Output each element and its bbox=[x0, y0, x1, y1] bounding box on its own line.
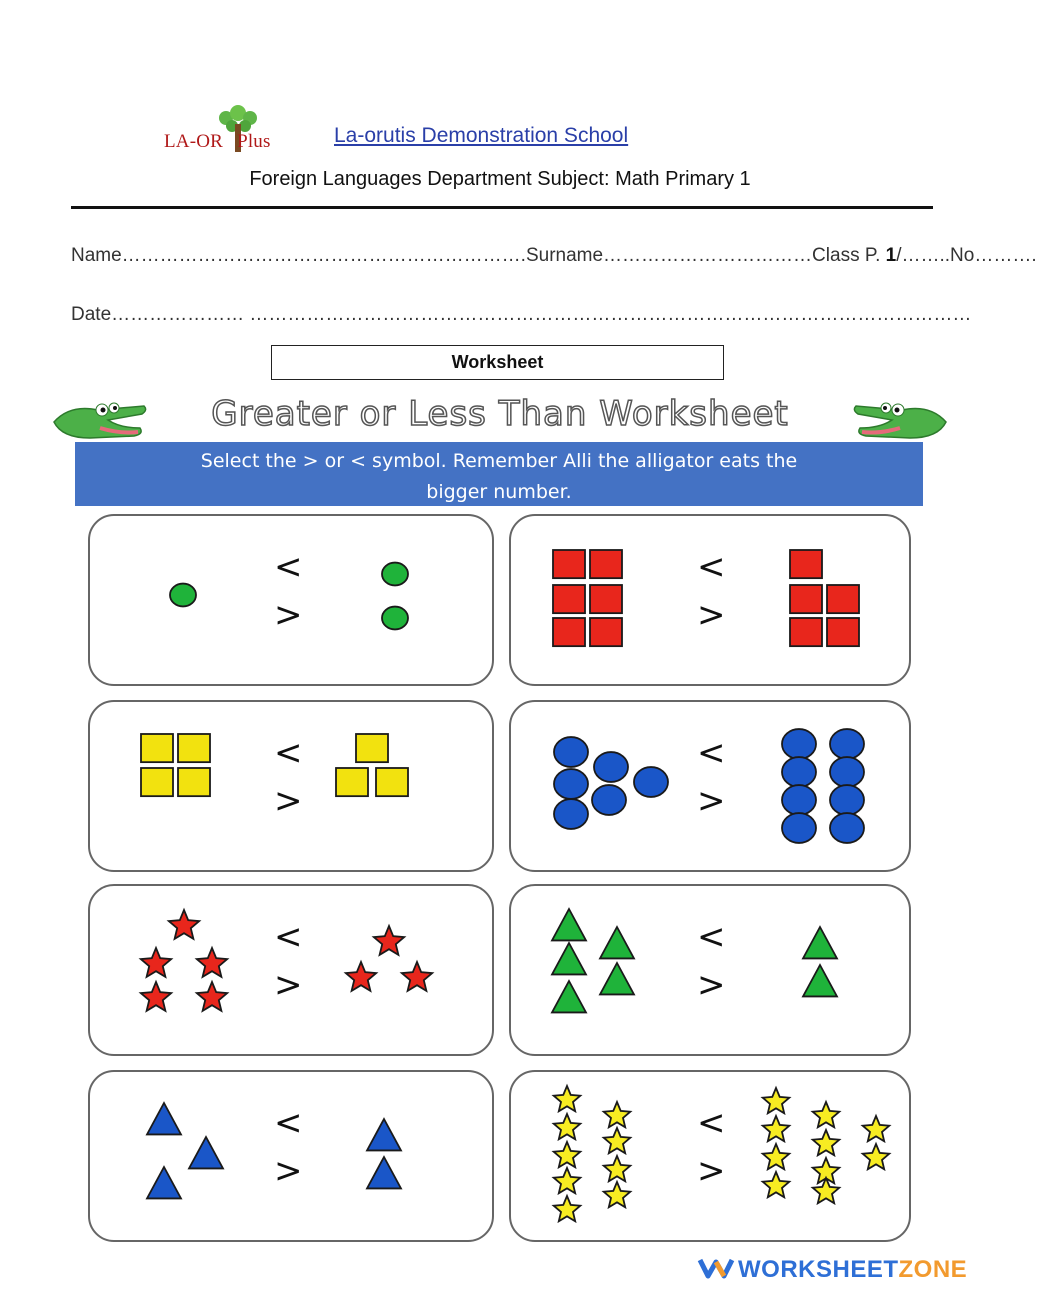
right-square-icon bbox=[790, 618, 822, 646]
problem-card bbox=[509, 700, 911, 872]
less-than-option[interactable]: < bbox=[697, 1103, 726, 1143]
problem-card bbox=[509, 1070, 911, 1242]
left-circle-icon bbox=[554, 737, 588, 767]
problem-card bbox=[509, 884, 911, 1056]
left-square-icon bbox=[553, 618, 585, 646]
left-triangle-icon bbox=[147, 1167, 181, 1198]
less-than-option[interactable]: < bbox=[697, 917, 726, 957]
left-square-icon bbox=[178, 768, 210, 796]
left-circle-icon bbox=[554, 799, 588, 829]
left-circle-icon bbox=[592, 785, 626, 815]
right-star-icon bbox=[346, 962, 376, 991]
left-square-icon bbox=[590, 550, 622, 578]
right-triangle-icon bbox=[367, 1157, 401, 1188]
left-star-icon bbox=[169, 910, 199, 939]
right-circle-icon bbox=[382, 607, 408, 630]
less-than-option[interactable]: < bbox=[274, 733, 303, 773]
right-star-icon bbox=[763, 1172, 790, 1197]
date-line: Date………………… …………………………………………………………………………………………………… bbox=[71, 304, 972, 325]
right-circle-icon bbox=[830, 813, 864, 843]
left-square-icon bbox=[178, 734, 210, 762]
left-star-icon bbox=[604, 1182, 631, 1207]
left-star-icon bbox=[604, 1128, 631, 1153]
right-star-icon bbox=[813, 1130, 840, 1155]
instruction-banner bbox=[75, 442, 923, 506]
left-circle-icon bbox=[554, 769, 588, 799]
left-star-icon bbox=[141, 948, 171, 977]
right-square-icon bbox=[790, 585, 822, 613]
name-line: Name……………………………………………………….Surname……………………………Class P. 1/……..No………. bbox=[71, 245, 1037, 266]
right-circle-icon bbox=[830, 785, 864, 815]
instruction-line-1: Select the > or < symbol. Remember Alli the alligator eats the bbox=[200, 450, 798, 472]
problem-card bbox=[88, 700, 494, 872]
greater-than-option[interactable]: > bbox=[697, 595, 726, 635]
left-square-icon bbox=[141, 734, 173, 762]
left-square-icon bbox=[590, 618, 622, 646]
left-triangle-icon bbox=[552, 981, 586, 1012]
greater-than-option[interactable]: > bbox=[274, 965, 303, 1005]
left-triangle-icon bbox=[552, 943, 586, 974]
left-square-icon bbox=[553, 550, 585, 578]
worksheetzone-brand: WORKSHEETZONE bbox=[698, 1256, 967, 1284]
right-star-icon bbox=[763, 1116, 790, 1141]
right-circle-icon bbox=[830, 729, 864, 759]
left-square-icon bbox=[141, 768, 173, 796]
right-square-icon bbox=[827, 585, 859, 613]
right-square-icon bbox=[790, 550, 822, 578]
left-star-icon bbox=[197, 982, 227, 1011]
less-than-option[interactable]: < bbox=[274, 1103, 303, 1143]
left-triangle-icon bbox=[600, 927, 634, 958]
left-square-icon bbox=[590, 585, 622, 613]
right-star-icon bbox=[863, 1116, 890, 1141]
instruction-line-2: bigger number. bbox=[426, 481, 572, 503]
right-square-icon bbox=[376, 768, 408, 796]
right-circle-icon bbox=[782, 813, 816, 843]
left-triangle-icon bbox=[600, 963, 634, 994]
school-name-link[interactable]: La-orutis Demonstration School bbox=[334, 124, 629, 147]
less-than-option[interactable]: < bbox=[274, 547, 303, 587]
right-circle-icon bbox=[782, 729, 816, 759]
left-star-icon bbox=[604, 1156, 631, 1181]
left-triangle-icon bbox=[189, 1137, 223, 1168]
left-square-icon bbox=[553, 585, 585, 613]
greater-than-option[interactable]: > bbox=[697, 1151, 726, 1191]
right-star-icon bbox=[863, 1144, 890, 1169]
left-star-icon bbox=[554, 1168, 581, 1193]
worksheet-title: Greater or Less Than Worksheet bbox=[211, 394, 789, 434]
right-circle-icon bbox=[782, 785, 816, 815]
left-triangle-icon bbox=[552, 909, 586, 940]
right-square-icon bbox=[827, 618, 859, 646]
greater-than-option[interactable]: > bbox=[274, 1151, 303, 1191]
right-star-icon bbox=[763, 1144, 790, 1169]
problem-card bbox=[88, 884, 494, 1056]
left-star-icon bbox=[197, 948, 227, 977]
left-star-icon bbox=[554, 1114, 581, 1139]
problem-card bbox=[88, 1070, 494, 1242]
problem-card bbox=[88, 514, 494, 686]
greater-than-option[interactable]: > bbox=[274, 595, 303, 635]
worksheet-label: Worksheet bbox=[271, 345, 724, 380]
right-square-icon bbox=[336, 768, 368, 796]
logo-text: LA-OR Plus bbox=[164, 131, 271, 152]
less-than-option[interactable]: < bbox=[697, 733, 726, 773]
right-star-icon bbox=[763, 1088, 790, 1113]
left-star-icon bbox=[554, 1086, 581, 1111]
less-than-option[interactable]: < bbox=[274, 917, 303, 957]
right-circle-icon bbox=[830, 757, 864, 787]
right-star-icon bbox=[402, 962, 432, 991]
right-circle-icon bbox=[382, 563, 408, 586]
greater-than-option[interactable]: > bbox=[697, 781, 726, 821]
right-star-icon bbox=[813, 1102, 840, 1127]
left-circle-icon bbox=[594, 752, 628, 782]
left-circle-icon bbox=[634, 767, 668, 797]
left-triangle-icon bbox=[147, 1103, 181, 1134]
header-divider bbox=[71, 206, 933, 209]
left-star-icon bbox=[604, 1102, 631, 1127]
right-square-icon bbox=[356, 734, 388, 762]
right-triangle-icon bbox=[367, 1119, 401, 1150]
right-star-icon bbox=[813, 1178, 840, 1203]
department-line: Foreign Languages Department Subject: Math Primary 1 bbox=[249, 168, 751, 190]
less-than-option[interactable]: < bbox=[697, 547, 726, 587]
left-circle-icon bbox=[170, 584, 196, 607]
greater-than-option[interactable]: > bbox=[697, 965, 726, 1005]
worksheetzone-logo-icon bbox=[698, 1256, 734, 1280]
problem-card bbox=[509, 514, 911, 686]
right-star-icon bbox=[374, 926, 404, 955]
right-triangle-icon bbox=[803, 927, 837, 958]
left-star-icon bbox=[554, 1142, 581, 1167]
left-star-icon bbox=[554, 1196, 581, 1221]
right-circle-icon bbox=[782, 757, 816, 787]
greater-than-option[interactable]: > bbox=[274, 781, 303, 821]
left-star-icon bbox=[141, 982, 171, 1011]
right-triangle-icon bbox=[803, 965, 837, 996]
